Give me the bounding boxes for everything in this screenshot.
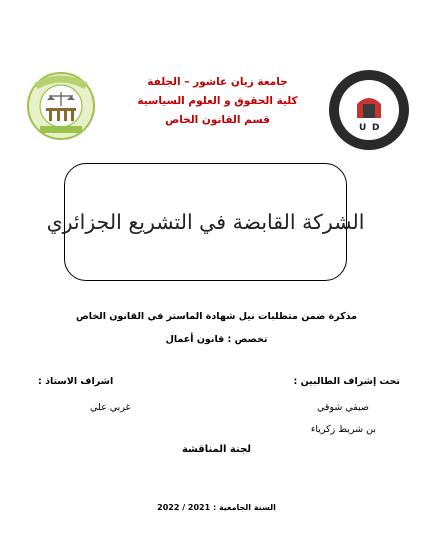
faculty-logo	[22, 70, 100, 142]
student-name-2: بن شريط زكرياء	[310, 424, 376, 435]
specialty-line: تخصص : قانون أعمال	[165, 334, 268, 345]
students-label: تحت إشراف الطالبين :	[293, 376, 400, 387]
supervisor-name: غربي علي	[90, 402, 131, 413]
memo-line: مذكرة ضمن متطلبات نيل شهادة الماستر في القانون الخاص	[75, 311, 358, 322]
svg-text:U: U	[359, 123, 367, 133]
supervisor-label: اشراف الاستاذ :	[38, 376, 114, 387]
header-block	[120, 73, 315, 130]
department-name: قسم القانون الخاص	[165, 114, 270, 126]
svg-text:D: D	[372, 123, 380, 133]
academic-year: السنة الجامعية : 2021 / 2022	[157, 503, 276, 512]
faculty-name: كلية الحقوق و العلوم السياسية	[137, 95, 298, 107]
thesis-title-box	[46, 163, 365, 281]
thesis-title: الشركة القابضة في التشريع الجزائري	[46, 210, 365, 234]
student-name-1: صيفي شوقي	[316, 402, 369, 413]
university-logo	[327, 68, 411, 152]
committee-heading: لجنة المناقشة	[181, 444, 252, 455]
university-name: جامعة زيان عاشور – الجلفة	[147, 76, 288, 88]
